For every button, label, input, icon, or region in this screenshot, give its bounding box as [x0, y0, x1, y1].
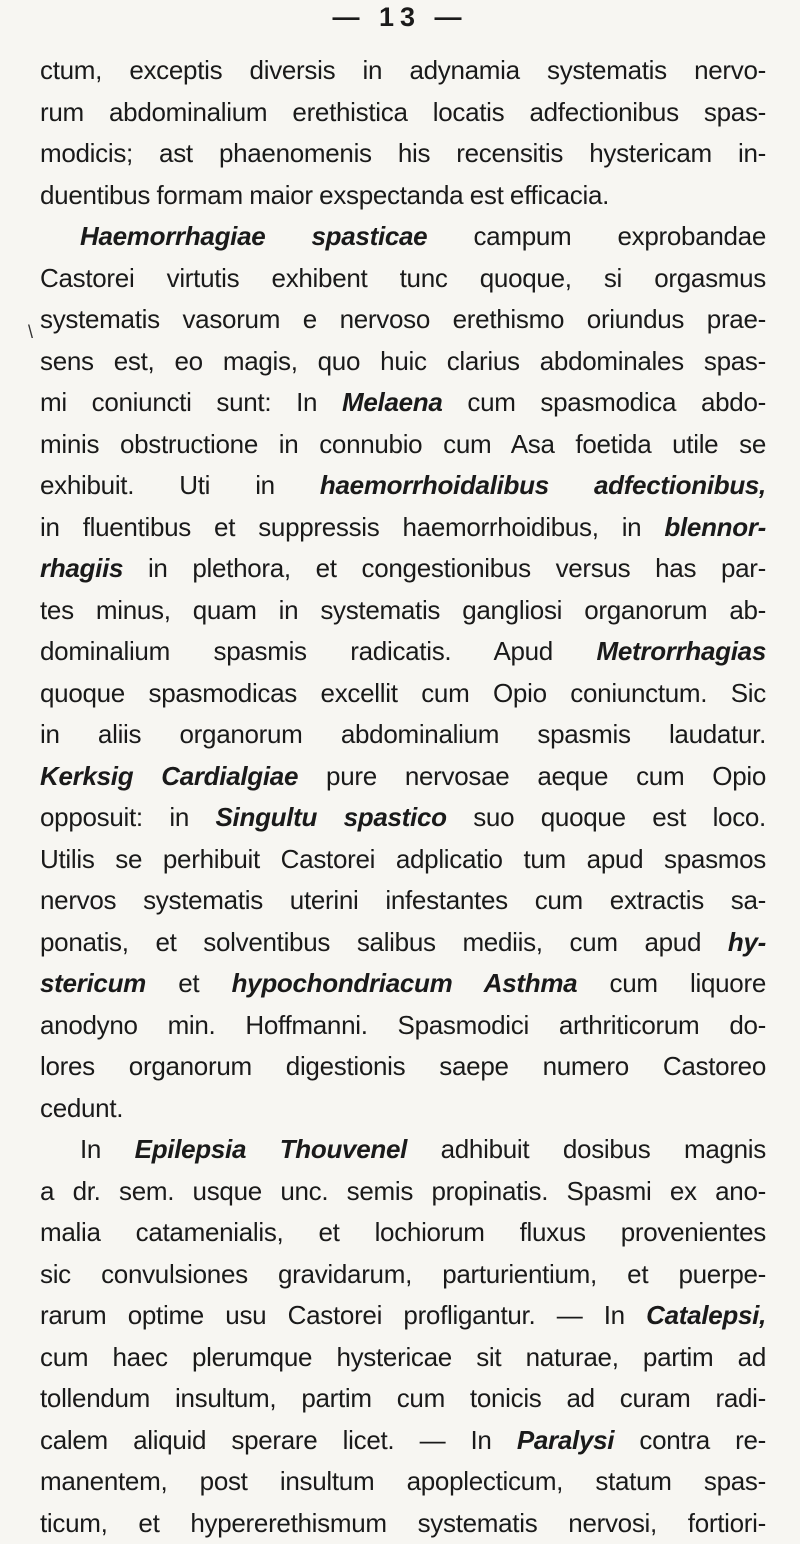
text-segment: nervos systematis uterini infestantes cum extractis sa- [40, 885, 766, 915]
text-line [40, 631, 766, 673]
text-line [40, 382, 766, 424]
text-line [40, 880, 766, 922]
text-line [40, 507, 766, 549]
text-segment: tes minus, quam in systematis gangliosi organorum ab- [40, 595, 766, 625]
emphasized-term: blennor- [664, 512, 766, 542]
text-segment: malia catamenialis, et lochiorum fluxus provenientes [40, 1217, 766, 1247]
text-segment: campum exprobandae [427, 221, 766, 251]
text-segment: suo quoque est loco. [447, 802, 766, 832]
emphasized-term: Haemorrhagiae spasticae [80, 221, 427, 251]
text-segment: ctum, exceptis diversis in adynamia systematis nervo- [40, 55, 766, 85]
text-segment: modicis; ast phaenomenis his recensitis hystericam in- [40, 138, 766, 168]
text-segment: cum liquore [577, 968, 766, 998]
text-line [40, 714, 766, 756]
latin-text-body [40, 50, 766, 1544]
emphasized-term: stericum [40, 968, 146, 998]
emphasized-term: Singultu spastico [216, 802, 447, 832]
text-line [40, 922, 766, 964]
text-segment: cum spasmodica abdo- [443, 387, 766, 417]
text-line [40, 1378, 766, 1420]
text-segment: duentibus formam maior exspectanda est efficacia. [40, 180, 609, 210]
text-segment: a dr. sem. usque unc. semis propinatis. Spasmi ex ano- [40, 1176, 766, 1206]
text-line [40, 963, 766, 1005]
text-segment: In [80, 1134, 135, 1164]
text-line [40, 258, 766, 300]
text-segment: cum haec plerumque hystericae sit naturae, partim ad [40, 1342, 766, 1372]
text-segment: exhibuit. Uti in [40, 470, 320, 500]
margin-mark: \ [28, 322, 33, 343]
text-segment: pure nervosae aeque cum Opio [298, 761, 766, 791]
text-segment: systematis vasorum e nervoso erethismo oriundus prae- [40, 304, 766, 334]
text-line [40, 465, 766, 507]
text-line [40, 839, 766, 881]
text-line [40, 1254, 766, 1296]
text-segment: opposuit: in [40, 802, 216, 832]
text-segment: dominalium spasmis radicatis. Apud [40, 636, 597, 666]
text-line [40, 1088, 766, 1130]
text-line [40, 1212, 766, 1254]
text-segment: in fluentibus et suppressis haemorrhoidibus, in [40, 512, 664, 542]
text-segment: lores organorum digestionis saepe numero Castoreo [40, 1051, 766, 1081]
text-segment: tollendum insultum, partim cum tonicis ad curam radi- [40, 1383, 766, 1413]
text-segment: rum abdominalium erethistica locatis adfectionibus spas- [40, 97, 766, 127]
text-line [40, 424, 766, 466]
emphasized-term: rhagiis [40, 553, 123, 583]
text-segment: sens est, eo magis, quo huic clarius abdominales spas- [40, 346, 766, 376]
text-line [40, 216, 766, 258]
text-segment: sic convulsiones gravidarum, parturientium, et puerpe- [40, 1259, 766, 1289]
text-line [40, 1171, 766, 1213]
text-line [40, 50, 766, 92]
text-segment: adhibuit dosibus magnis [407, 1134, 766, 1164]
text-segment: in plethora, et congestionibus versus has par- [123, 553, 766, 583]
text-segment: Castorei virtutis exhibent tunc quoque, si orgasmus [40, 263, 766, 293]
text-line [40, 133, 766, 175]
text-line [40, 1503, 766, 1544]
text-segment: rarum optime usu Castorei profligantur. — In [40, 1300, 646, 1330]
text-line [40, 92, 766, 134]
text-line [40, 548, 766, 590]
text-segment: manentem, post insultum apoplecticum, statum spas- [40, 1466, 766, 1496]
text-line [40, 1461, 766, 1503]
text-line [40, 1420, 766, 1462]
text-line [40, 1005, 766, 1047]
text-segment: Utilis se perhibuit Castorei adplicatio tum apud spasmos [40, 844, 766, 874]
emphasized-term: Epilepsia Thouvenel [135, 1134, 407, 1164]
text-line [40, 299, 766, 341]
text-segment: calem aliquid sperare licet. — In [40, 1425, 517, 1455]
emphasized-term: haemorrhoidalibus adfectionibus, [320, 470, 766, 500]
emphasized-term: Metrorrhagias [597, 636, 766, 666]
text-segment: et [146, 968, 232, 998]
emphasized-term: Kerksig Cardialgiae [40, 761, 298, 791]
emphasized-term: hypochondriacum Asthma [232, 968, 578, 998]
text-segment: anodyno min. Hoffmanni. Spasmodici arthriticorum do- [40, 1010, 766, 1040]
text-segment: cedunt. [40, 1093, 123, 1123]
page-number: — 13 — [0, 2, 800, 42]
text-line [40, 673, 766, 715]
text-line [40, 797, 766, 839]
text-line [40, 756, 766, 798]
emphasized-term: hy- [728, 927, 766, 957]
text-line [40, 590, 766, 632]
text-segment: contra re- [614, 1425, 766, 1455]
emphasized-term: Melaena [342, 387, 443, 417]
text-line [40, 175, 766, 217]
emphasized-term: Catalepsi, [646, 1300, 766, 1330]
text-segment: ticum, et hypererethismum systematis nervosi, fortiori- [40, 1508, 766, 1538]
emphasized-term: Paralysi [517, 1425, 614, 1455]
text-line [40, 1337, 766, 1379]
text-segment: minis obstructione in connubio cum Asa foetida utile se [40, 429, 766, 459]
text-line [40, 1046, 766, 1088]
text-segment: in aliis organorum abdominalium spasmis laudatur. [40, 719, 766, 749]
text-line [40, 1129, 766, 1171]
text-segment: ponatis, et solventibus salibus mediis, cum apud [40, 927, 728, 957]
text-line [40, 341, 766, 383]
text-segment: mi coniuncti sunt: In [40, 387, 342, 417]
text-line [40, 1295, 766, 1337]
text-segment: quoque spasmodicas excellit cum Opio coniunctum. Sic [40, 678, 766, 708]
